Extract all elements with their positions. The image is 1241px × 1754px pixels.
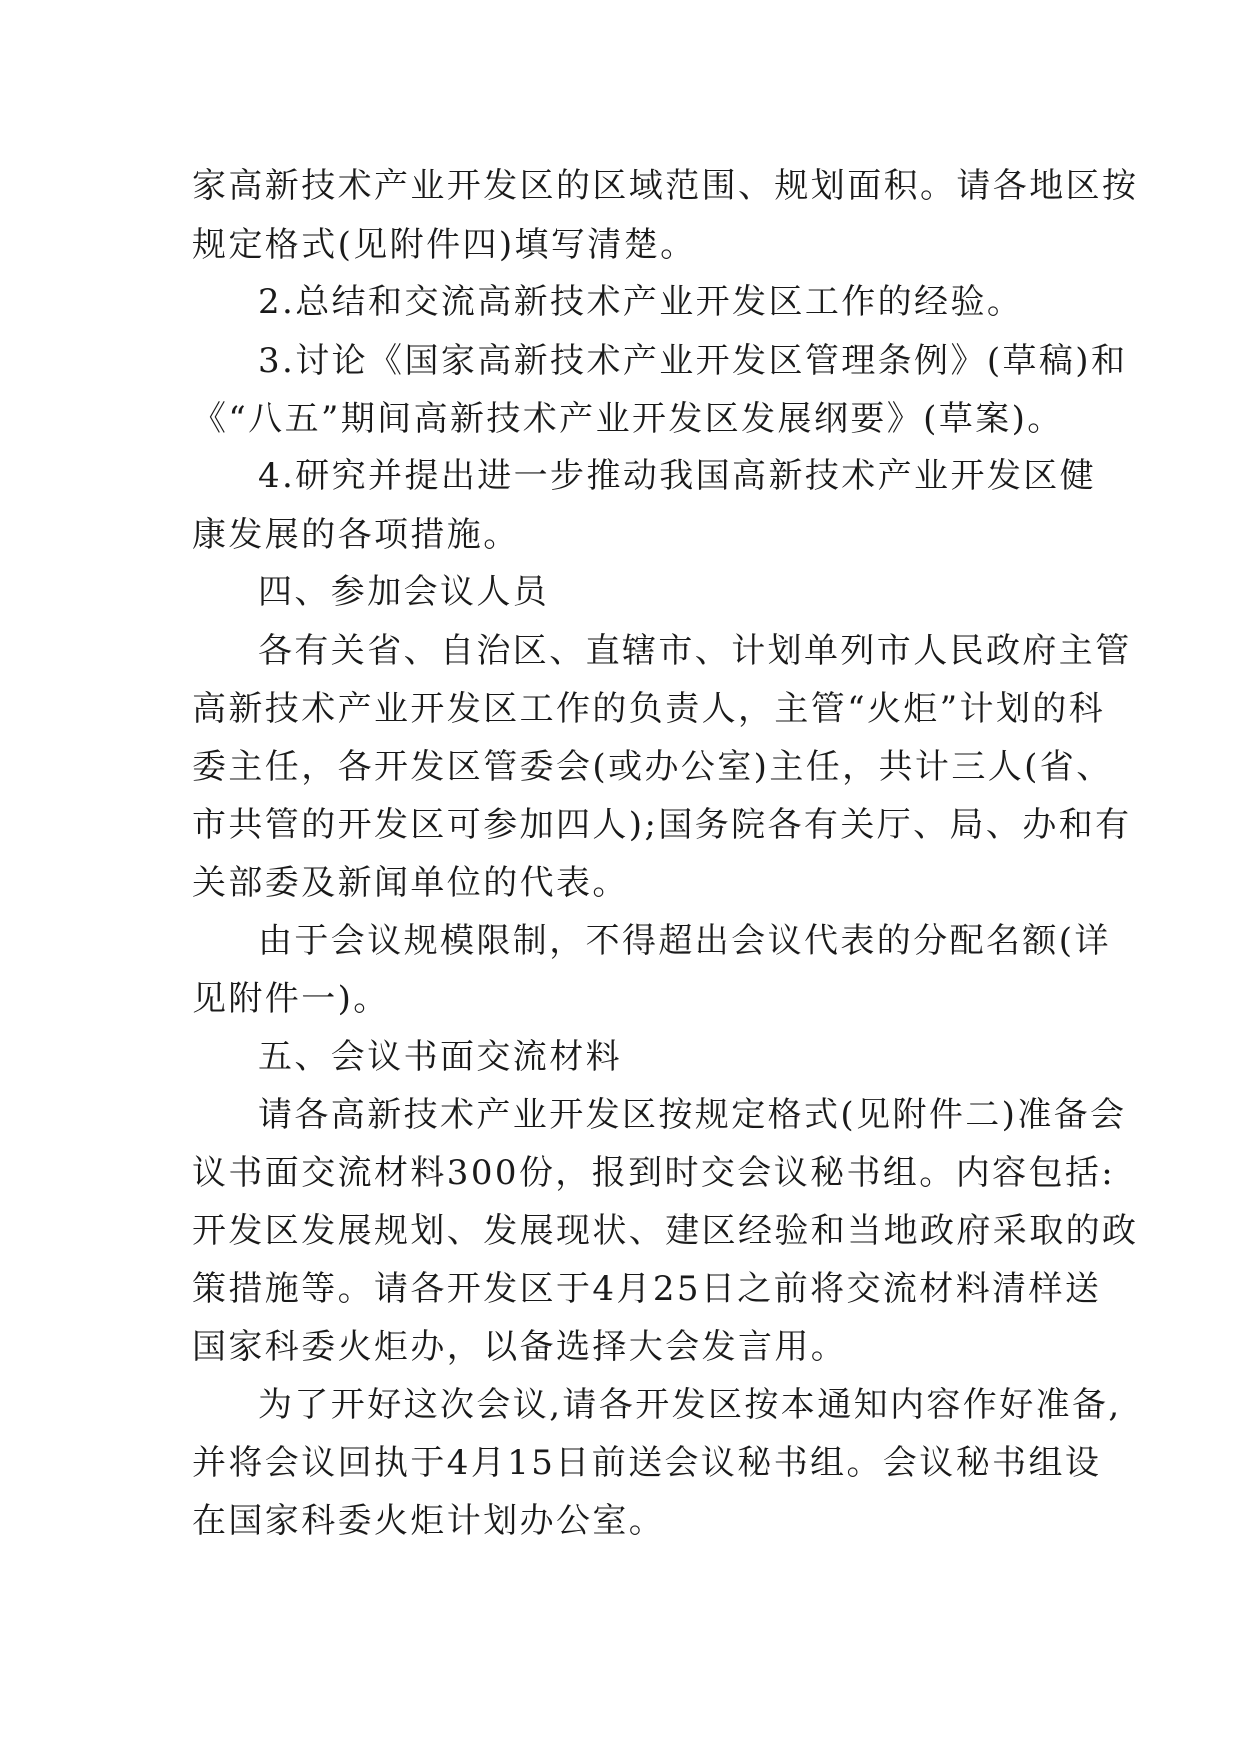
section-heading: 四、参加会议人员: [258, 572, 550, 612]
list-item: 2.总结和交流高新技术产业开发区工作的经验。: [258, 282, 1024, 322]
text-line: 策措施等。请各开发区于4月25日之前将交流材料清样送: [192, 1269, 1102, 1309]
list-item: 4.研究并提出进一步推动我国高新技术产业开发区健: [258, 456, 1097, 496]
text-line: 《“八五”期间高新技术产业开发区发展纲要》(草案)。: [192, 399, 1064, 439]
paragraph-line: 为了开好这次会议,请各开发区按本通知内容作好准备,: [258, 1385, 1122, 1425]
text-line: 并将会议回执于4月15日前送会议秘书组。会议秘书组设: [192, 1443, 1102, 1483]
text-line: 市共管的开发区可参加四人);国务院各有关厅、局、办和有: [192, 805, 1132, 845]
text-line: 高新技术产业开发区工作的负责人，主管“火炬”计划的科: [192, 689, 1106, 729]
list-item: 3.讨论《国家高新技术产业开发区管理条例》(草稿)和: [258, 341, 1128, 381]
paragraph-line: 由于会议规模限制，不得超出会议代表的分配名额(详: [258, 921, 1111, 961]
text-line: 在国家科委火炬计划办公室。: [192, 1501, 666, 1541]
text-line: 国家科委火炬办，以备选择大会发言用。: [192, 1327, 848, 1367]
paragraph-line: 各有关省、自治区、直辖市、计划单列市人民政府主管: [258, 631, 1132, 671]
section-heading: 五、会议书面交流材料: [258, 1037, 622, 1077]
paragraph-line: 请各高新技术产业开发区按规定格式(见附件二)准备会: [258, 1095, 1127, 1135]
text-line: 家高新技术产业开发区的区域范围、规划面积。请各地区按: [192, 166, 1139, 206]
text-line: 见附件一)。: [192, 979, 390, 1019]
text-line: 委主任，各开发区管委会(或办公室)主任，共计三人(省、: [192, 747, 1113, 787]
text-line: 开发区发展规划、发展现状、建区经验和当地政府采取的政: [192, 1211, 1139, 1251]
text-line: 关部委及新闻单位的代表。: [192, 863, 629, 903]
text-line: 规定格式(见附件四)填写清楚。: [192, 225, 697, 265]
text-line: 康发展的各项措施。: [192, 515, 520, 555]
text-line: 议书面交流材料300份，报到时交会议秘书组。内容包括:: [192, 1153, 1116, 1193]
